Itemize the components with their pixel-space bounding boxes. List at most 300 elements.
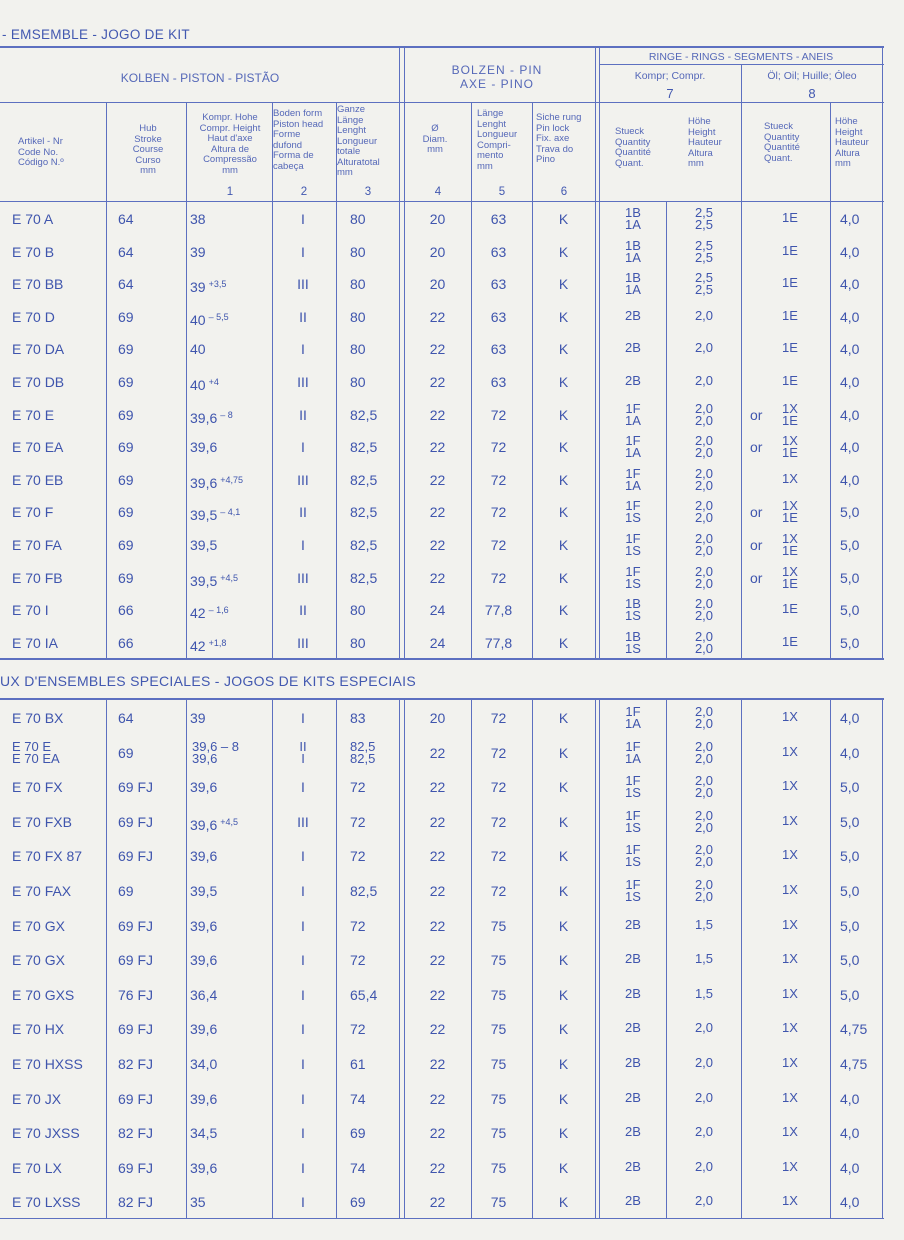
oil-ring-height: 4,0 [840,276,860,292]
oil-ring-height: 5,0 [840,570,860,586]
rule-vertical [595,700,596,1218]
oil-ring-height: 4,75 [840,1021,868,1037]
compression-height: 39,6 [190,1160,218,1176]
oil-ring-quantity: 1X [782,1020,798,1035]
pin-diameter: 22 [429,1194,446,1210]
pin-length: 72 [490,504,507,520]
tolerance-value: +3,5 [208,279,227,289]
pin-length: 72 [490,814,507,830]
stroke-value: 66 [118,635,134,651]
piston-head-form: III [297,570,309,586]
col-boden-header: Boden form Piston head Forme dufond Forma de cabeça [273,108,324,172]
pin-diameter: 22 [429,1125,446,1141]
oil-ring-height: 5,0 [840,779,860,795]
pin-length: 63 [490,374,507,390]
pin-diameter: 22 [429,504,446,520]
compression-ring-height: 2,0 2,0 [694,596,714,623]
oil-ring-height: 4,0 [840,341,860,357]
piston-head-form: I [301,779,305,795]
oil-ring-height: 4,0 [840,374,860,390]
piston-head-form: II I [299,739,307,766]
oil-ring-quantity: 1X [782,471,798,486]
rule-vertical [741,700,742,1218]
piston-head-form: I [301,710,305,726]
ringe-heading: RINGE - RINGS - SEGMENTS - ANEIS [648,51,834,63]
oil-ring-height: 4,0 [840,1125,860,1141]
oil-ring-quantity: 1E [782,275,798,290]
total-length: 61 [350,1056,366,1072]
stroke-value: 69 [118,374,134,390]
pin-length: 75 [490,1125,507,1141]
pin-lock: K [558,952,569,968]
oil-ring-quantity: 1E [782,340,798,355]
compression-ring-quantity: 1B 1A [625,238,641,265]
rule-vertical [882,48,883,658]
pin-diameter: 22 [429,814,446,830]
total-length: 80 [350,635,366,651]
pin-diameter: 22 [429,1160,446,1176]
oil-ring-height: 5,0 [840,814,860,830]
total-length: 80 [350,211,366,227]
pin-length: 77,8 [484,635,513,651]
total-length: 82,5 82,5 [350,739,376,766]
piston-head-form: I [301,1194,305,1210]
pin-diameter: 22 [429,745,446,761]
total-length: 69 [350,1194,366,1210]
pin-diameter: 22 [429,883,446,899]
compression-height: 39,6 [190,952,218,968]
compression-height: 35 [190,1194,206,1210]
compression-ring-height: 2,5 2,5 [694,205,714,232]
oil-ring-height: 4,0 [840,439,860,455]
total-length: 82,5 [350,504,378,520]
oil-ring-height: 4,75 [840,1056,868,1072]
oil-ring-quantity: 1X [782,1055,798,1070]
compression-height: 39,5 [190,537,218,553]
compression-ring-height: 1,5 [694,917,714,932]
oil-ring-height: 5,0 [840,918,860,934]
rule-vertical [882,700,883,1218]
oil-ring-quantity: 1E [782,634,798,649]
tolerance-value: – 5,5 [208,312,229,322]
oil-ring-height: 4,0 [840,745,860,761]
compression-height: 39,6 [190,1091,218,1107]
or-label: or [750,537,763,553]
compression-height: 39 $^{+3,5}$ [190,279,227,295]
pin-length: 72 [490,570,507,586]
total-length: 82,5 [350,439,378,455]
total-length: 72 [350,848,366,864]
article-code: E 70 FXB [12,814,72,830]
pin-diameter: 22 [429,918,446,934]
tolerance-value: +4,75 [220,475,244,485]
compression-ring-height: 1,5 [694,986,714,1001]
stroke-value: 76 FJ [118,987,154,1003]
stroke-value: 69 [118,439,134,455]
compression-ring-quantity: 2B [625,1193,641,1208]
piston-head-form: I [301,883,305,899]
compression-height: 39,6 [190,779,218,795]
stroke-value: 69 [118,504,134,520]
col-stueck-kompr-header: Stueck Quantity Quantité Quant. [615,126,651,169]
compression-ring-height: 2,0 [694,308,714,323]
article-code: E 70 GX [12,952,65,968]
pin-lock: K [558,439,569,455]
piston-head-form: III [297,374,309,390]
compression-ring-height: 2,0 2,0 [694,498,714,525]
pin-length: 72 [490,439,507,455]
rule-vertical [106,102,107,658]
or-label: or [750,504,763,520]
pin-diameter: 22 [429,848,446,864]
col-number-1: 1 [226,186,234,198]
total-length: 80 [350,244,366,260]
stroke-value: 69 [118,745,134,761]
compression-ring-height: 2,5 2,5 [694,270,714,297]
article-code: E 70 LX [12,1160,62,1176]
compression-height: 40 $^{+4}$ [190,377,219,393]
article-code: E 70 D [12,309,55,325]
article-code: E 70 BX [12,710,64,726]
stroke-value: 69 FJ [118,779,154,795]
pin-lock: K [558,374,569,390]
stroke-value: 69 [118,883,134,899]
pin-lock: K [558,1125,569,1141]
piston-head-form: I [301,1021,305,1037]
pin-length: 72 [490,710,507,726]
compression-ring-quantity: 1F 1S [625,877,641,904]
compression-height: 34,5 [190,1125,218,1141]
oil-ring-quantity: 1X 1E [782,564,798,591]
rule-vertical [741,64,742,658]
compression-ring-quantity: 2B [625,1090,641,1105]
stroke-value: 69 FJ [118,1160,154,1176]
compression-ring-quantity: 1F 1S [625,531,641,558]
stroke-value: 69 FJ [118,918,154,934]
article-code: E 70 FX [12,779,63,795]
pin-lock: K [558,883,569,899]
rule-top [0,46,884,48]
stroke-value: 69 [118,570,134,586]
oil-ring-quantity: 1X 1E [782,433,798,460]
pin-length: 72 [490,472,507,488]
oil-ring-quantity: 1E [782,601,798,616]
total-length: 82,5 [350,407,378,423]
piston-head-form: III [297,276,309,292]
pin-diameter: 24 [429,602,446,618]
pin-length: 72 [490,883,507,899]
piston-head-form: I [301,341,305,357]
article-code: E 70 B [12,244,55,260]
col-number-2: 2 [300,186,308,198]
rule-vertical [186,700,187,1218]
compression-ring-height: 2,0 2,0 [694,531,714,558]
rule-ringe [600,64,884,65]
rule-vertical [399,700,400,1218]
compression-ring-height: 2,5 2,5 [694,238,714,265]
pin-lock: K [558,472,569,488]
compression-ring-quantity: 1B 1S [625,596,641,623]
oil-ring-quantity: 1E [782,308,798,323]
pin-diameter: 22 [429,1056,446,1072]
pin-lock: K [558,848,569,864]
compression-ring-quantity: 1F 1S [625,564,641,591]
pin-lock: K [558,1160,569,1176]
total-length: 72 [350,952,366,968]
pin-diameter: 22 [429,309,446,325]
pin-lock: K [558,1021,569,1037]
pin-length: 75 [490,1194,507,1210]
col-number-3: 3 [364,186,372,198]
col-hohe-kompr-header: Höhe Height Hauteur Altura mm [688,116,722,169]
article-code: E 70 HX [12,1021,65,1037]
col-number-5: 5 [498,186,506,198]
article-code: E 70 F [12,504,54,520]
total-length: 80 [350,276,366,292]
rule-vertical [399,48,400,658]
oil-ring-quantity: 1X 1E [782,531,798,558]
pin-diameter: 22 [429,952,446,968]
compression-ring-height: 2,0 2,0 [694,808,714,835]
total-length: 83 [350,710,366,726]
pin-length: 75 [490,987,507,1003]
compression-ring-quantity: 1B 1S [625,629,641,656]
compression-ring-height: 2,0 2,0 [694,401,714,428]
total-length: 72 [350,1021,366,1037]
total-length: 82,5 [350,472,378,488]
compression-ring-quantity: 1F 1S [625,842,641,869]
pin-lock: K [558,244,569,260]
oil-ring-height: 5,0 [840,602,860,618]
piston-head-form: I [301,918,305,934]
pin-diameter: 20 [429,244,446,260]
stroke-value: 69 FJ [118,1021,154,1037]
oil-ring-height: 4,0 [840,211,860,227]
pin-lock: K [558,211,569,227]
article-code: E 70 E [12,407,55,423]
pin-lock: K [558,1056,569,1072]
rule-vertical [336,700,337,1218]
pin-diameter: 22 [429,570,446,586]
stroke-value: 64 [118,710,134,726]
compression-height: 39 [190,710,206,726]
tolerance-value: +1,8 [208,638,227,648]
compression-height: 39 [190,244,206,260]
tolerance-value: +4 [208,377,219,387]
total-length: 69 [350,1125,366,1141]
pin-length: 63 [490,276,507,292]
pin-lock: K [558,814,569,830]
article-code: E 70 E E 70 EA [12,739,60,766]
article-code: E 70 FX 87 [12,848,83,864]
compression-ring-quantity: 1F 1S [625,808,641,835]
compression-ring-quantity: 1F 1A [625,401,641,428]
compression-height: 39,6 [190,848,218,864]
piston-head-form: I [301,1056,305,1072]
total-length: 80 [350,309,366,325]
oil-ring-height: 4,0 [840,407,860,423]
oil-ring-quantity: 1X 1E [782,401,798,428]
stroke-value: 69 FJ [118,848,154,864]
tolerance-value: – 1,6 [208,605,229,615]
pin-lock: K [558,779,569,795]
compression-ring-height: 2,0 2,0 [694,773,714,800]
total-length: 74 [350,1091,366,1107]
total-length: 82,5 [350,537,378,553]
piston-head-form: I [301,1160,305,1176]
compression-ring-quantity: 2B [625,1159,641,1174]
oil-ring-quantity: 1E [782,210,798,225]
pin-length: 72 [490,779,507,795]
rule-vertical [106,700,107,1218]
compression-height: 36,4 [190,987,218,1003]
rule-vertical [186,102,187,658]
total-length: 82,5 [350,883,378,899]
pin-diameter: 22 [429,987,446,1003]
compression-ring-quantity: 1F 1A [625,704,641,731]
stroke-value: 69 [118,472,134,488]
compression-ring-height: 2,0 [694,1055,714,1070]
compression-height: 39,5 $^{- 4,1}$ [190,507,241,523]
col-hub-header: Hub Stroke Course Curso mm [132,123,164,176]
rule-vertical [830,102,831,658]
stroke-value: 69 [118,407,134,423]
compression-ring-quantity: 1F 1S [625,498,641,525]
article-code: E 70 DB [12,374,65,390]
section-title-kit: - EMSEMBLE - JOGO DE KIT [2,27,190,42]
pin-diameter: 22 [429,374,446,390]
oil-ring-quantity: 1X 1E [782,498,798,525]
pin-diameter: 22 [429,1091,446,1107]
piston-head-form: III [297,472,309,488]
compression-ring-height: 1,5 [694,951,714,966]
total-length: 74 [350,1160,366,1176]
stroke-value: 82 FJ [118,1125,154,1141]
or-label: or [750,407,763,423]
piston-head-form: II [299,504,307,520]
pin-diameter: 22 [429,439,446,455]
oil-ring-height: 4,0 [840,710,860,726]
section-title-special: UX D'ENSEMBLES SPECIALES - JOGOS DE KITS ESPECIAIS [0,673,417,689]
pin-length: 75 [490,952,507,968]
article-code: E 70 I [12,602,49,618]
pin-length: 63 [490,309,507,325]
compression-ring-quantity: 1F 1S [625,773,641,800]
bolzen-heading: BOLZEN - PIN AXE - PINO [451,63,543,91]
pin-length: 72 [490,848,507,864]
pin-length: 63 [490,244,507,260]
oil-ring-quantity: 1E [782,243,798,258]
oil-ring-height: 4,0 [840,309,860,325]
compression-ring-height: 2,0 [694,1090,714,1105]
oil-ring-height: 4,0 [840,1194,860,1210]
piston-head-form: I [301,1125,305,1141]
col-diam-header: Ø Diam. mm [422,123,448,155]
oil-ring-quantity: 1X [782,1193,798,1208]
compression-ring-height: 2,0 2,0 [694,704,714,731]
group-8-number: 8 [808,86,816,101]
stroke-value: 66 [118,602,134,618]
compression-height: 39,6 [190,1021,218,1037]
oil-ring-height: 5,0 [840,987,860,1003]
compression-ring-quantity: 2B [625,308,641,323]
article-code: E 70 GXS [12,987,75,1003]
pin-diameter: 20 [429,211,446,227]
pin-length: 72 [490,537,507,553]
compression-height: 40 [190,341,206,357]
compression-ring-height: 2,0 2,0 [694,739,714,766]
compression-height: 39,6 – 8 39,6 [192,739,239,766]
stroke-value: 64 [118,276,134,292]
compression-ring-quantity: 2B [625,917,641,932]
piston-head-form: I [301,439,305,455]
stroke-value: 69 FJ [118,814,154,830]
compression-ring-quantity: 1B 1A [625,205,641,232]
compression-height: 39,6 $^{- 8}$ [190,410,233,426]
pin-diameter: 22 [429,779,446,795]
compression-ring-height: 2,0 2,0 [694,433,714,460]
piston-head-form: III [297,635,309,651]
oil-ring-quantity: 1X [782,744,798,759]
total-length: 72 [350,779,366,795]
piston-head-form: I [301,848,305,864]
pin-diameter: 22 [429,472,446,488]
compression-ring-quantity: 2B [625,1020,641,1035]
oil-ring-quantity: 1X [782,882,798,897]
oil-ring-height: 4,0 [840,244,860,260]
group-7-number: 7 [666,86,674,101]
total-length: 82,5 [350,570,378,586]
oil-ring-height: 5,0 [840,883,860,899]
kolben-heading: KOLBEN - PISTON - PISTÃO [120,71,280,85]
total-length: 65,4 [350,987,378,1003]
piston-head-form: I [301,211,305,227]
piston-head-form: II [299,309,307,325]
col-hohe-oil-header: Höhe Height Hauteur Altura mm [835,116,869,169]
article-code: E 70 FA [12,537,62,553]
compression-height: 34,0 [190,1056,218,1072]
piston-head-form: I [301,952,305,968]
article-code: E 70 BB [12,276,64,292]
total-length: 80 [350,602,366,618]
compression-ring-height: 2,0 [694,340,714,355]
compression-ring-height: 2,0 2,0 [694,629,714,656]
compression-height: 39,6 $^{+4,75}$ [190,475,244,491]
pin-length: 63 [490,211,507,227]
compression-ring-height: 2,0 [694,1193,714,1208]
compression-height: 39,5 [190,883,218,899]
tolerance-value: +4,5 [220,573,239,583]
oil-ring-quantity: 1X [782,709,798,724]
pin-lock: K [558,537,569,553]
article-code: E 70 EA [12,439,64,455]
total-length: 72 [350,918,366,934]
col-lange-header: Länge Lenght Longueur Compri- mento mm [477,108,518,172]
pin-length: 75 [490,918,507,934]
kompr-heading: Kompr; Compr. [634,70,706,82]
compression-ring-height: 2,0 2,0 [694,842,714,869]
article-code: E 70 GX [12,918,65,934]
oil-ring-height: 5,0 [840,952,860,968]
pin-lock: K [558,309,569,325]
pin-lock: K [558,1091,569,1107]
article-code: E 70 JX [12,1091,62,1107]
pin-lock: K [558,504,569,520]
stroke-value: 64 [118,244,134,260]
compression-ring-height: 2,0 [694,1159,714,1174]
article-code: E 70 FAX [12,883,72,899]
stroke-value: 64 [118,211,134,227]
